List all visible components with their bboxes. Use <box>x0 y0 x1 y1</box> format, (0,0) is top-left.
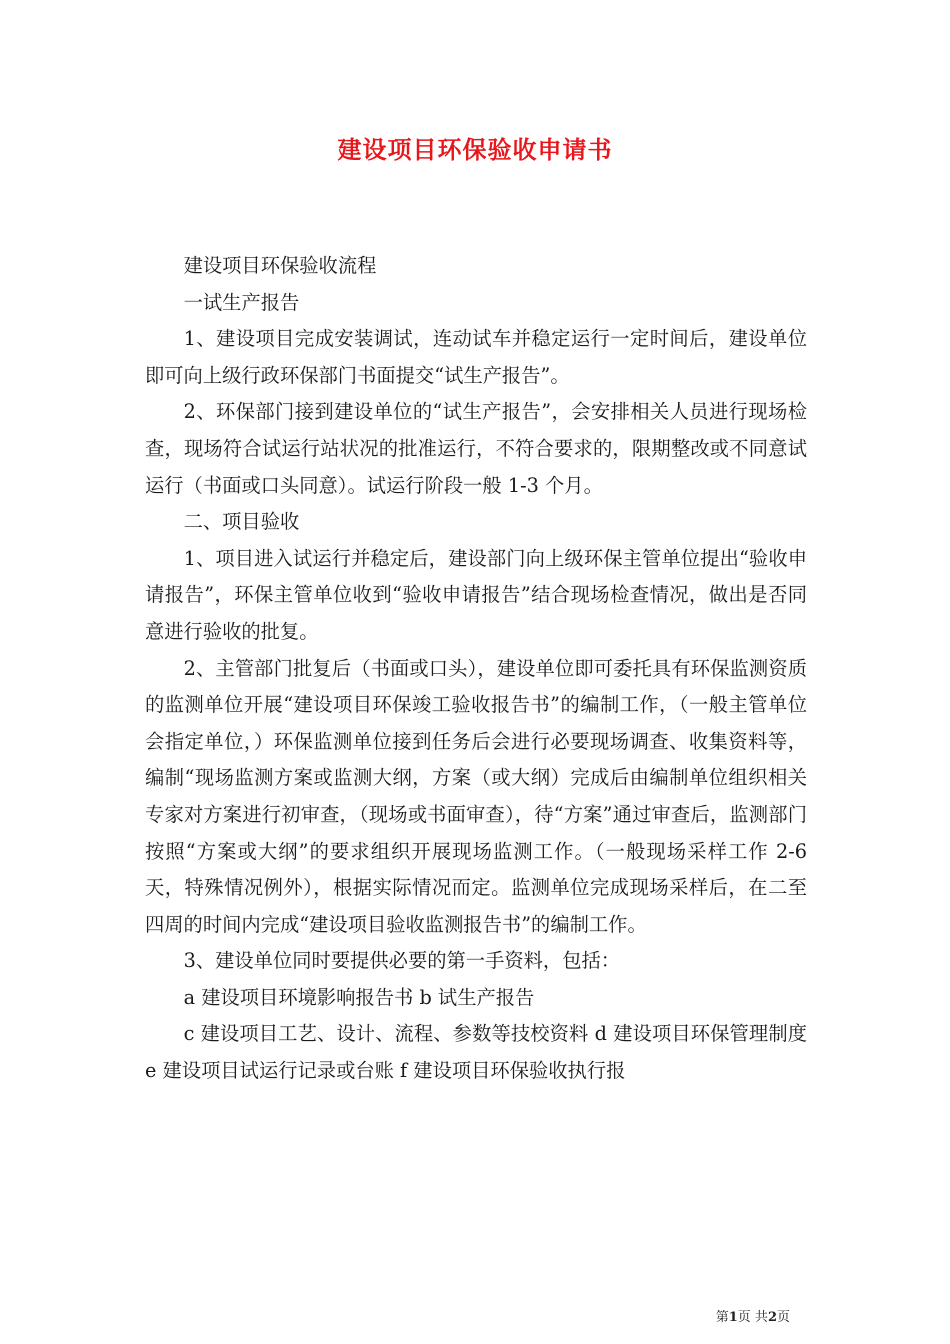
paragraph-list-ab: a 建设项目环境影响报告书 b 试生产报告 <box>183 985 535 1009</box>
paragraph-2-2: 2、主管部门批复后（书面或口头），建设单位即可委托具有环保监测资质的监测单位开展“建设项目环保竣工验收报告书”的编制工作，（一般主管单位会指定单位，）环保监测单位接到任务后会进行必要现场调查、收集资料等，编制“现场监测方案或监测大纲，方案（或大纲）完成后由编制单位组织相关专家对方案进行初审查，（现场或书面审查），待“方案”通过审查后，监测部门按照“方案或大纲”的要求组织开展现场监测工作。（一般现场采样工作 2-6 天，特殊情况例外），根据实际情况而定。监测单位完成现场采样后，在二至四周的时间内完成“建设项目验收监测报告书”的编制工作。 <box>145 656 807 936</box>
paragraph-list-cdef: c 建设项目工艺、设计、流程、参数等技校资料 d 建设项目环保管理制度 e 建设项目试运行记录或台账 f 建设项目环保验收执行报 <box>145 1022 807 1083</box>
paragraph-section-two: 二、项目验收 <box>183 510 300 534</box>
document-title: 建设项目环保验收申请书 <box>337 136 613 164</box>
footer-middle: 页 共 <box>737 1310 768 1325</box>
page-number-footer <box>716 1306 790 1325</box>
footer-prefix: 第 <box>715 1310 729 1325</box>
footer-suffix: 页 <box>776 1310 790 1325</box>
paragraph-section-one: 一试生产报告 <box>183 290 300 314</box>
document-body <box>145 248 807 1090</box>
paragraph-flow-heading: 建设项目环保验收流程 <box>183 254 377 277</box>
paragraph-2-1: 1、项目进入试运行并稳定后，建设部门向上级环保主管单位提出“验收申请报告”，环保主管单位收到“验收申请报告”结合现场检查情况，做出是否同意进行验收的批复。 <box>145 546 807 643</box>
footer-total-pages: 2 <box>767 1310 777 1325</box>
paragraph-1-2: 2、环保部门接到建设单位的“试生产报告”，会安排相关人员进行现场检查，现场符合试运行站状况的批准运行，不符合要求的，限期整改或不同意试运行（书面或口头同意）。试运行阶段一般 1-3 个月。 <box>145 400 807 497</box>
paragraph-2-3: 3、建设单位同时要提供必要的第一手资料，包括： <box>183 949 621 973</box>
footer-current-page: 1 <box>728 1310 738 1325</box>
paragraph-1-1: 1、建设项目完成安装调试，连动试车并稳定运行一定时间后，建设单位即可向上级行政环保部门书面提交“试生产报告”。 <box>145 327 807 387</box>
